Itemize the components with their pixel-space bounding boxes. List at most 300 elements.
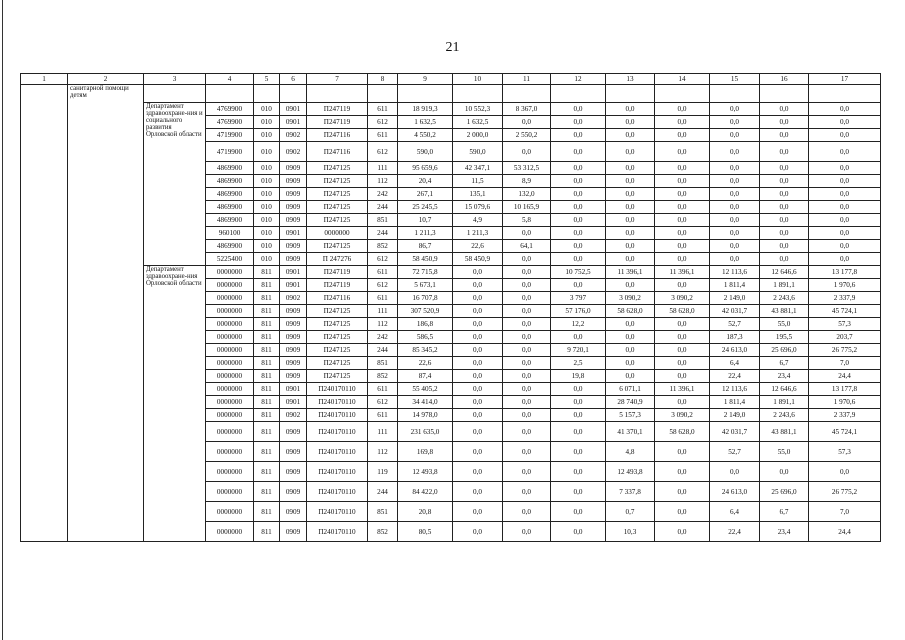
- table-cell: 15 079,6: [453, 201, 503, 214]
- table-cell: 135,1: [453, 188, 503, 201]
- table-cell: 11 396,1: [655, 383, 710, 396]
- table-cell: 244: [368, 344, 398, 357]
- table-cell: П247119: [307, 116, 368, 129]
- table-cell: 0,0: [655, 214, 710, 227]
- table-cell: 25 696,0: [760, 344, 809, 357]
- table-cell: 0,0: [655, 462, 710, 482]
- table-cell: 0,0: [551, 201, 606, 214]
- table-cell: П247119: [307, 266, 368, 279]
- table-cell: 0909: [280, 422, 307, 442]
- column-header: 10: [453, 74, 503, 85]
- table-cell: 18 919,3: [398, 103, 453, 116]
- table-cell: 0000000: [206, 331, 254, 344]
- table-cell: 0902: [280, 292, 307, 305]
- table-cell: П247125: [307, 370, 368, 383]
- table-cell: П 247276: [307, 253, 368, 266]
- table-cell: 186,8: [398, 318, 453, 331]
- table-cell: 0,0: [809, 116, 881, 129]
- table-cell: 42 347,1: [453, 162, 503, 175]
- table-cell: 0000000: [206, 522, 254, 542]
- table-cell: 0,0: [503, 383, 551, 396]
- table-cell: 12 646,6: [760, 383, 809, 396]
- table-cell: 42 031,7: [710, 305, 760, 318]
- table-cell: 0,0: [453, 442, 503, 462]
- table-cell: 58 628,0: [606, 305, 655, 318]
- table-cell: 0,0: [809, 253, 881, 266]
- column-header: 14: [655, 74, 710, 85]
- table-cell: 242: [368, 331, 398, 344]
- table-cell: 195,5: [760, 331, 809, 344]
- table-cell: 611: [368, 292, 398, 305]
- table-cell: 0,0: [710, 175, 760, 188]
- table-cell: 0,0: [551, 422, 606, 442]
- table-cell: 0000000: [206, 482, 254, 502]
- table-cell: 3 090,2: [655, 409, 710, 422]
- table-cell: 55,0: [760, 442, 809, 462]
- table-cell: 307 520,9: [398, 305, 453, 318]
- table-cell: 612: [368, 253, 398, 266]
- table-cell: 4869900: [206, 162, 254, 175]
- table-cell: 0,0: [453, 422, 503, 442]
- table-cell: 0000000: [206, 462, 254, 482]
- table-cell: 811: [254, 305, 280, 318]
- table-cell: 0,0: [655, 103, 710, 116]
- table-cell: 590,0: [453, 142, 503, 162]
- table-cell: П247125: [307, 240, 368, 253]
- table-cell: 0909: [280, 370, 307, 383]
- table-cell: 0,0: [655, 227, 710, 240]
- column-header: 12: [551, 74, 606, 85]
- table-cell: 12,2: [551, 318, 606, 331]
- table-cell: 1 970,6: [809, 279, 881, 292]
- table-cell: 0901: [280, 103, 307, 116]
- table-cell: 0909: [280, 214, 307, 227]
- table-cell: 7,0: [809, 357, 881, 370]
- table-cell: 55 405,2: [398, 383, 453, 396]
- table-cell: 53 312,5: [503, 162, 551, 175]
- table-cell: 811: [254, 318, 280, 331]
- table-cell: 0,0: [809, 142, 881, 162]
- table-cell: 0000000: [206, 279, 254, 292]
- table-cell: 0,0: [710, 462, 760, 482]
- table-cell: 0,0: [760, 129, 809, 142]
- table-cell: П247125: [307, 175, 368, 188]
- table-cell: 0,0: [453, 409, 503, 422]
- empty-cell: [760, 85, 809, 103]
- table-cell: 0,0: [551, 175, 606, 188]
- table-cell: 0,0: [760, 240, 809, 253]
- table-cell: 0,0: [655, 188, 710, 201]
- table-cell: 0,0: [551, 331, 606, 344]
- table-cell: 851: [368, 357, 398, 370]
- table-cell: 0,0: [503, 409, 551, 422]
- table-cell: 0000000: [206, 357, 254, 370]
- table-cell: 0,0: [606, 214, 655, 227]
- table-cell: 0,0: [710, 116, 760, 129]
- table-cell: 612: [368, 142, 398, 162]
- table-cell: 586,5: [398, 331, 453, 344]
- table-cell: 1 891,1: [760, 279, 809, 292]
- table-cell: 1 811,4: [710, 279, 760, 292]
- table-cell: 010: [254, 214, 280, 227]
- table-cell: 0,0: [655, 162, 710, 175]
- table-cell: 22,6: [398, 357, 453, 370]
- table-cell: 4869900: [206, 188, 254, 201]
- table-cell: 0,0: [760, 142, 809, 162]
- table-cell: 24,4: [809, 370, 881, 383]
- table-cell: 0,0: [655, 522, 710, 542]
- header-row: [21, 74, 881, 85]
- table-cell: 010: [254, 201, 280, 214]
- column-header: 7: [307, 74, 368, 85]
- table-cell: 0,0: [453, 266, 503, 279]
- table-cell: 0,0: [503, 253, 551, 266]
- table-cell: 43 881,1: [760, 422, 809, 442]
- table-cell: 19,8: [551, 370, 606, 383]
- table-cell: 14 978,0: [398, 409, 453, 422]
- table-cell: 112: [368, 442, 398, 462]
- table-cell: П247116: [307, 142, 368, 162]
- table-cell: 0,0: [809, 129, 881, 142]
- table-row: [21, 266, 881, 279]
- table-cell: 611: [368, 266, 398, 279]
- table-cell: 55,0: [760, 318, 809, 331]
- table-cell: 811: [254, 331, 280, 344]
- table-cell: П240170110: [307, 522, 368, 542]
- table-cell: 0,0: [551, 442, 606, 462]
- department-name: Департамент здравоохране-ния и социального развития Орловской области: [144, 103, 206, 266]
- table-cell: 0,0: [655, 502, 710, 522]
- table-cell: 25 696,0: [760, 482, 809, 502]
- table-cell: 13 177,8: [809, 383, 881, 396]
- table-cell: 0,0: [503, 522, 551, 542]
- table-cell: 4 550,2: [398, 129, 453, 142]
- table-cell: П247125: [307, 331, 368, 344]
- table-cell: 0,0: [503, 331, 551, 344]
- table-cell: 811: [254, 357, 280, 370]
- table-cell: 0,0: [606, 188, 655, 201]
- table-cell: П247125: [307, 318, 368, 331]
- table-cell: 0,0: [809, 162, 881, 175]
- empty-cell: [551, 85, 606, 103]
- table-cell: 0,0: [453, 344, 503, 357]
- empty-cell: [144, 85, 206, 103]
- table-cell: 0,0: [551, 279, 606, 292]
- table-cell: 612: [368, 396, 398, 409]
- table-cell: П240170110: [307, 422, 368, 442]
- table-cell: 4869900: [206, 240, 254, 253]
- table-cell: 811: [254, 344, 280, 357]
- table-cell: 12 113,6: [710, 266, 760, 279]
- program-label: санитарной помощи детям: [68, 85, 144, 542]
- table-cell: 85 345,2: [398, 344, 453, 357]
- table-cell: 0,0: [760, 201, 809, 214]
- table-cell: 0,0: [503, 344, 551, 357]
- table-cell: 0909: [280, 502, 307, 522]
- column-header: 15: [710, 74, 760, 85]
- table-cell: 0,0: [453, 331, 503, 344]
- table-cell: 811: [254, 396, 280, 409]
- table-cell: 0909: [280, 175, 307, 188]
- table-cell: 0902: [280, 409, 307, 422]
- table-cell: 22,4: [710, 522, 760, 542]
- table-cell: 0,0: [453, 305, 503, 318]
- table-cell: 0901: [280, 396, 307, 409]
- table-cell: 23,4: [760, 522, 809, 542]
- table-cell: 34 414,0: [398, 396, 453, 409]
- table-cell: 58 450,9: [453, 253, 503, 266]
- table-cell: 57,3: [809, 318, 881, 331]
- table-cell: 0,0: [655, 318, 710, 331]
- table-cell: 1 632,5: [453, 116, 503, 129]
- table-cell: 0,0: [655, 201, 710, 214]
- table-cell: 0,0: [655, 253, 710, 266]
- table-cell: 612: [368, 116, 398, 129]
- table-cell: 6,4: [710, 357, 760, 370]
- table-cell: 0000000: [206, 292, 254, 305]
- table-cell: 0,0: [760, 253, 809, 266]
- table-cell: 0,0: [655, 116, 710, 129]
- cell-col1: [21, 85, 68, 542]
- table-cell: 0909: [280, 482, 307, 502]
- table-cell: 0,0: [760, 462, 809, 482]
- table-cell: 611: [368, 129, 398, 142]
- table-cell: 0,0: [710, 188, 760, 201]
- table-cell: 242: [368, 188, 398, 201]
- table-cell: 25 245,5: [398, 201, 453, 214]
- table-cell: П247119: [307, 103, 368, 116]
- table-cell: 28 740,9: [606, 396, 655, 409]
- table-cell: 811: [254, 279, 280, 292]
- table-cell: 86,7: [398, 240, 453, 253]
- table-cell: 010: [254, 188, 280, 201]
- table-cell: 0,0: [606, 370, 655, 383]
- table-cell: 0909: [280, 253, 307, 266]
- table-cell: 84 422,0: [398, 482, 453, 502]
- table-cell: 0,0: [809, 188, 881, 201]
- table-cell: 0909: [280, 318, 307, 331]
- table-cell: 22,6: [453, 240, 503, 253]
- table-cell: 6 071,1: [606, 383, 655, 396]
- table-cell: 0,0: [503, 116, 551, 129]
- table-cell: 111: [368, 305, 398, 318]
- table-cell: 811: [254, 482, 280, 502]
- table-cell: 0,0: [453, 279, 503, 292]
- table-cell: 0,0: [551, 253, 606, 266]
- table-cell: 0,0: [606, 331, 655, 344]
- table-cell: П247125: [307, 344, 368, 357]
- table-cell: 0000000: [206, 318, 254, 331]
- table-cell: П247125: [307, 201, 368, 214]
- table-cell: 0,0: [655, 175, 710, 188]
- table-cell: 851: [368, 502, 398, 522]
- table-cell: 0,0: [503, 318, 551, 331]
- table-cell: 58 628,0: [655, 305, 710, 318]
- column-header: 13: [606, 74, 655, 85]
- table-cell: 112: [368, 318, 398, 331]
- table-cell: П240170110: [307, 442, 368, 462]
- table-cell: П240170110: [307, 409, 368, 422]
- table-cell: 7,0: [809, 502, 881, 522]
- table-cell: П240170110: [307, 383, 368, 396]
- table-cell: 4869900: [206, 201, 254, 214]
- table-cell: 7 337,8: [606, 482, 655, 502]
- table-cell: 45 724,1: [809, 305, 881, 318]
- column-header: 2: [68, 74, 144, 85]
- table-cell: 852: [368, 522, 398, 542]
- table-cell: 811: [254, 409, 280, 422]
- table-cell: 590,0: [398, 142, 453, 162]
- table-cell: 0,0: [606, 116, 655, 129]
- table-cell: 0000000: [206, 442, 254, 462]
- table-cell: 2 337,9: [809, 409, 881, 422]
- table-cell: 2 550,2: [503, 129, 551, 142]
- table-cell: 811: [254, 422, 280, 442]
- table-cell: 10 752,5: [551, 266, 606, 279]
- table-cell: 0,0: [606, 253, 655, 266]
- table-cell: 0,0: [551, 482, 606, 502]
- table-cell: 0,0: [453, 396, 503, 409]
- table-cell: 52,7: [710, 442, 760, 462]
- table-cell: 0,0: [551, 142, 606, 162]
- table-cell: 010: [254, 175, 280, 188]
- table-cell: 1 632,5: [398, 116, 453, 129]
- table-cell: 852: [368, 240, 398, 253]
- table-cell: 5225400: [206, 253, 254, 266]
- table-cell: 0,0: [760, 175, 809, 188]
- table-cell: 0,0: [551, 462, 606, 482]
- table-cell: 187,3: [710, 331, 760, 344]
- table-cell: 10 552,3: [453, 103, 503, 116]
- label-row: [21, 85, 881, 103]
- table-cell: П247119: [307, 279, 368, 292]
- table-cell: 112: [368, 175, 398, 188]
- table-cell: 0,0: [551, 116, 606, 129]
- table-cell: 0,0: [655, 142, 710, 162]
- table-cell: 80,5: [398, 522, 453, 542]
- table-cell: 24,4: [809, 522, 881, 542]
- table-cell: 0,0: [551, 103, 606, 116]
- table-cell: 851: [368, 214, 398, 227]
- table-cell: 0,0: [503, 292, 551, 305]
- table-cell: 41 370,1: [606, 422, 655, 442]
- table-cell: 244: [368, 482, 398, 502]
- table-cell: П247125: [307, 357, 368, 370]
- table-cell: 0,0: [606, 240, 655, 253]
- empty-cell: [710, 85, 760, 103]
- table-cell: 6,7: [760, 357, 809, 370]
- empty-cell: [809, 85, 881, 103]
- empty-cell: [453, 85, 503, 103]
- table-cell: 852: [368, 370, 398, 383]
- table-cell: П240170110: [307, 462, 368, 482]
- table-cell: 0,0: [453, 502, 503, 522]
- table-cell: 0,0: [606, 344, 655, 357]
- table-cell: 57 176,0: [551, 305, 606, 318]
- table-cell: 10,3: [606, 522, 655, 542]
- table-cell: 2,5: [551, 357, 606, 370]
- table-cell: 0,0: [453, 292, 503, 305]
- table-cell: 5 673,1: [398, 279, 453, 292]
- table-cell: 0,0: [655, 129, 710, 142]
- table-cell: 0,0: [809, 227, 881, 240]
- table-cell: 010: [254, 240, 280, 253]
- table-cell: 0,0: [809, 240, 881, 253]
- table-cell: 24 613,0: [710, 344, 760, 357]
- table-cell: 0909: [280, 442, 307, 462]
- table-cell: 2 149,0: [710, 292, 760, 305]
- table-cell: 22,4: [710, 370, 760, 383]
- table-cell: 010: [254, 129, 280, 142]
- table-cell: 16 707,8: [398, 292, 453, 305]
- table-cell: П247116: [307, 129, 368, 142]
- table-cell: 5,8: [503, 214, 551, 227]
- table-cell: 43 881,1: [760, 305, 809, 318]
- table-cell: 811: [254, 370, 280, 383]
- table-cell: 0,0: [606, 103, 655, 116]
- table-cell: 0,0: [655, 442, 710, 462]
- table-cell: 3 090,2: [655, 292, 710, 305]
- table-cell: 0,0: [503, 357, 551, 370]
- table-cell: 0,0: [453, 383, 503, 396]
- table-cell: 0,0: [503, 422, 551, 442]
- page-number: 21: [445, 40, 460, 55]
- table-cell: 0,0: [710, 214, 760, 227]
- table-cell: 0,0: [710, 162, 760, 175]
- column-header: 17: [809, 74, 881, 85]
- table-cell: 0,0: [710, 129, 760, 142]
- table-cell: 20,4: [398, 175, 453, 188]
- table-cell: 4719900: [206, 142, 254, 162]
- table-cell: 8,9: [503, 175, 551, 188]
- table-cell: 0909: [280, 162, 307, 175]
- empty-cell: [503, 85, 551, 103]
- column-header: 1: [21, 74, 68, 85]
- table-cell: 119: [368, 462, 398, 482]
- table-cell: 87,4: [398, 370, 453, 383]
- department-name: Департамент здравоохране-ния Орловской области: [144, 266, 206, 542]
- table-cell: 0,0: [655, 396, 710, 409]
- table-cell: 010: [254, 227, 280, 240]
- table-cell: 4869900: [206, 175, 254, 188]
- table-cell: 0,0: [551, 522, 606, 542]
- table-cell: 169,8: [398, 442, 453, 462]
- table-cell: П247125: [307, 214, 368, 227]
- table-cell: 2 149,0: [710, 409, 760, 422]
- table-cell: 0909: [280, 240, 307, 253]
- table-cell: 45 724,1: [809, 422, 881, 442]
- table-cell: П240170110: [307, 396, 368, 409]
- table-cell: 1 211,3: [453, 227, 503, 240]
- table-cell: 1 891,1: [760, 396, 809, 409]
- table-cell: 0909: [280, 188, 307, 201]
- table-cell: 0,0: [710, 201, 760, 214]
- table-cell: 0,0: [453, 370, 503, 383]
- empty-cell: [606, 85, 655, 103]
- table-cell: 0902: [280, 142, 307, 162]
- table-cell: 72 715,8: [398, 266, 453, 279]
- table-cell: 0,0: [551, 214, 606, 227]
- table-cell: 0,0: [710, 227, 760, 240]
- table-cell: 52,7: [710, 318, 760, 331]
- table-cell: 0,0: [503, 502, 551, 522]
- table-cell: 0000000: [307, 227, 368, 240]
- table-cell: 58 450,9: [398, 253, 453, 266]
- table-cell: 1 211,3: [398, 227, 453, 240]
- table-cell: 58 628,0: [655, 422, 710, 442]
- table-cell: 8 367,0: [503, 103, 551, 116]
- table-cell: 0,0: [606, 201, 655, 214]
